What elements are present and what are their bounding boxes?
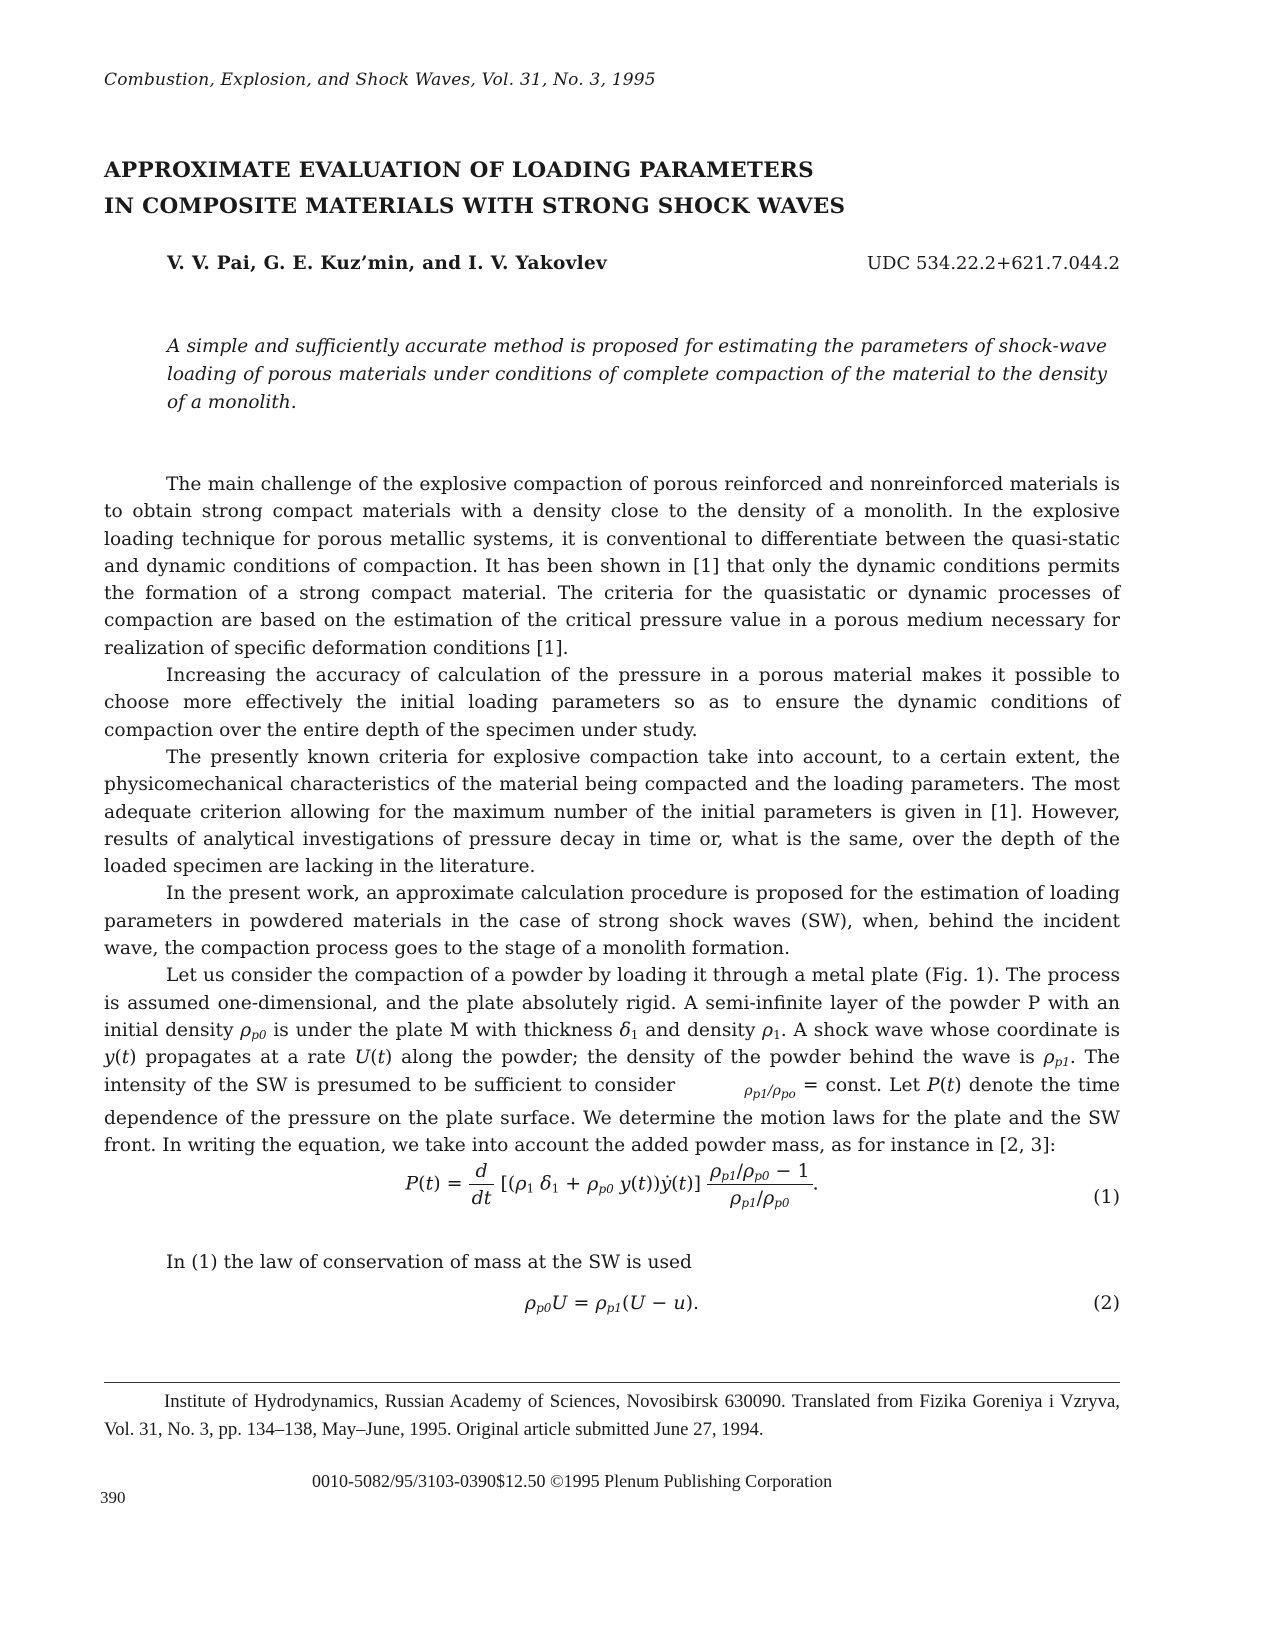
footnote-text: Institute of Hydrodynamics, Russian Academy of Sciences, Novosibirsk 630090. Translated from Fizika Goreniya i Vzryva, Vol. 31, No. 3, pp. 134–138, May–June, 1995. Original article submitted June 27, 1994. <box>104 1391 1120 1440</box>
journal-header: Combustion, Explosion, and Shock Waves, Vol. 31, No. 3, 1995 <box>104 70 656 90</box>
footnote <box>104 1388 1120 1444</box>
paragraph-3: The presently known criteria for explosive compaction take into account, to a certain extent, the physicomechanical characteristics of the material being compacted and the loading parameters. The most adequate criterion allowing for the maximum number of the initial parameters is given in [1]. However, results of analytical investigations of pressure decay in time or, what is the same, over the depth of the loaded specimen are lacking in the literature. <box>104 746 1120 878</box>
footnote-divider <box>104 1382 1120 1383</box>
udc-code: UDC 534.22.2+621.7.044.2 <box>866 253 1120 274</box>
body-text <box>104 471 1120 1159</box>
paragraph-6: In (1) the law of conservation of mass at the SW is used <box>166 1252 692 1273</box>
abstract: A simple and sufficiently accurate method is proposed for estimating the parameters of shock-wave loading of porous materials under conditions of complete compaction of the material to the density of a monolith. <box>167 336 1107 413</box>
title-line-2: IN COMPOSITE MATERIALS WITH STRONG SHOCK WAVES <box>104 194 846 219</box>
copyright-line: 0010-5082/95/3103-0390$12.50 ©1995 Plenum Publishing Corporation <box>312 1471 833 1491</box>
paragraph-5: Let us consider the compaction of a powder by loading it through a metal plate (Fig. 1). The process is assumed one-dimensional, and the plate absolutely rigid. A semi-infinite layer of the powder P with an initial density $\rho_{p0}$ is under the plate M with thickness $\delta_1$ and density $\rho_1$. A shock wave whose coordinate is y(t) propagates at a rate U(t) along the powder; the density of the powder behind the wave is $\rho_{p1}$. The intensity of the SW is presumed to be sufficient to consider $\rho_{p1}/\rho_{po}$ = const. Let P(t) denote the time dependence of the pressure on the plate surface. We determine the motion laws for the plate and the SW front. In writing the equation, we take into account the added powder mass, as for instance in [2, 3]: <box>104 965 1120 1157</box>
paragraph-2: Increasing the accuracy of calculation of the pressure in a porous material makes it possible to choose more effectively the initial loading parameters so as to ensure the dynamic conditions of compaction over the entire depth of the specimen under study. <box>104 665 1120 741</box>
equation-2-label: (2) <box>1093 1292 1120 1314</box>
paragraph-4: In the present work, an approximate calculation procedure is proposed for the estimation of loading parameters in powdered materials in the case of strong shock waves (SW), when, behind the incident wave, the compaction process goes to the stage of a monolith formation. <box>104 883 1120 960</box>
authors: V. V. Pai, G. E. Kuz’min, and I. V. Yakovlev <box>167 253 608 274</box>
equation-2 <box>104 1292 1120 1322</box>
equation-1-label: (1) <box>1093 1186 1120 1208</box>
paragraph-1: The main challenge of the explosive compaction of porous reinforced and nonreinforced materials is to obtain strong compact materials with a density close to the density of a monolith. In the explosive loading technique for porous metallic systems, it is conventional to differentiate between the quasi-static and dynamic conditions of compaction. It has been shown in [1] that only the dynamic conditions permits the formation of a strong compact material. The criteria for the quasistatic or dynamic processes of compaction are based on the estimation of the critical pressure value in a porous medium necessary for realization of specific deformation conditions [1]. <box>104 474 1120 659</box>
equation-2-expression: $\rho_{p0}U = \rho_{p1}(U - u)$. <box>524 1292 700 1315</box>
title-line-1: APPROXIMATE EVALUATION OF LOADING PARAMETERS <box>104 158 814 183</box>
page-number: 390 <box>100 1488 126 1507</box>
equation-1 <box>104 1160 1120 1226</box>
paper-title <box>104 153 845 225</box>
equation-1-expression: P(t) = $\frac{d}{dt}$ [($\rho_1$ $\delta_1 + \rho_{p0}$ y(t))ẏ(t)] $\frac{\rho_{p1}/\rho_{p0} - 1}{\rho_{p1}/\rho_{p0}}$ . <box>405 1160 819 1210</box>
paragraph-6-container <box>104 1249 1120 1276</box>
